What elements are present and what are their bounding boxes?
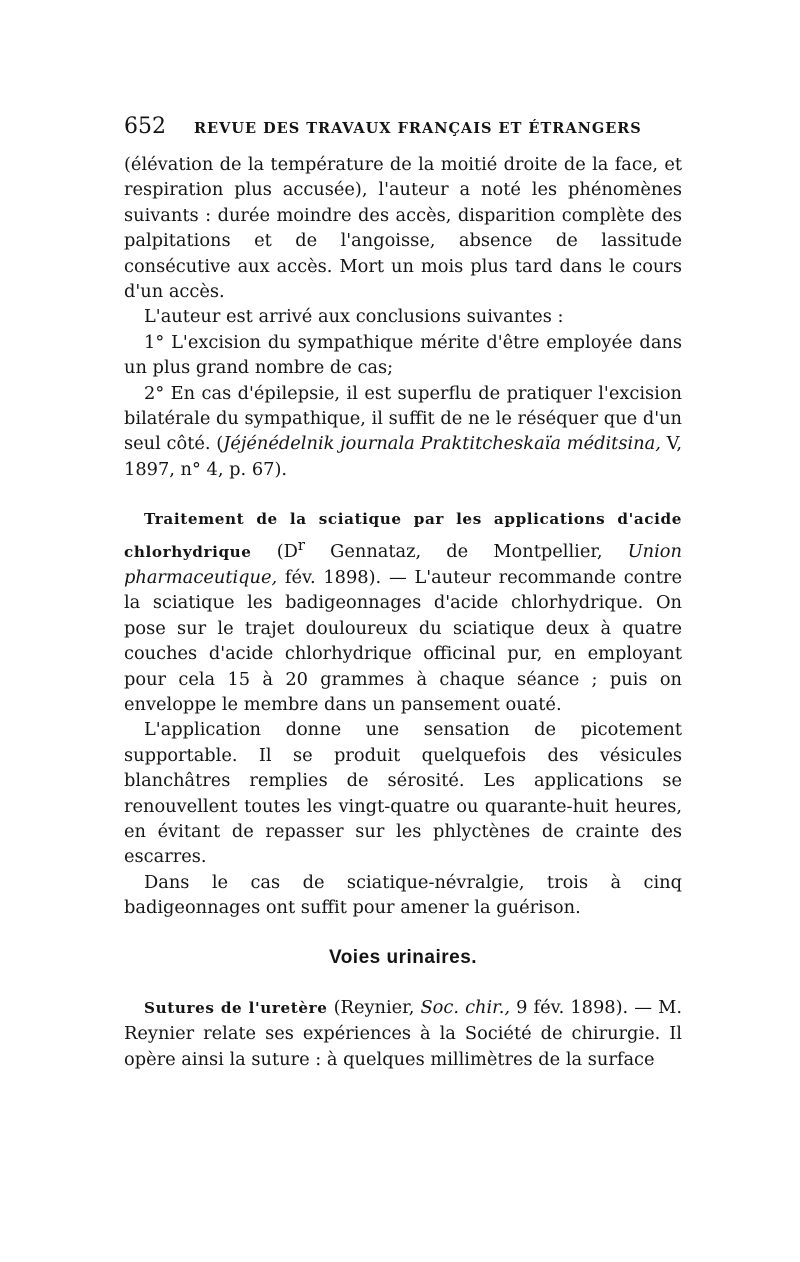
article2-paragraph-2: L'application donne une sensation de picotement supportable. Il se produit quelquefois des vésicules blanchâtres remplies de sérosité. Les applications se renouvellent toutes les vingt-quatre ou quarante-huit heures, en évitant de repasser sur les phlyctènes de crainte des escarres. [124,719,682,868]
article2-title: Traitement de la sciatique par les applications d'acide chlorhydrique [124,510,682,561]
running-head: REVUE DES TRAVAUX FRANÇAIS ET ÉTRANGERS [194,120,642,137]
article2-author-sup: r [297,536,306,554]
page-number: 652 [124,114,166,139]
article1-conclusion-1: 1° L'excision du sympathique mérite d'être employée dans un plus grand nombre de cas; [124,331,682,379]
article3-text: 9 fév. 1898). — M. Reynier relate ses expériences à la Société de chirurgie. Il opère ainsi la suture : à quelques millimètres de la surface [124,996,682,1070]
article2-text: fév. 1898). — L'auteur recommande contre la sciatique les badigeonnages d'acide chlorhydrique. On pose sur le trajet douloureux du sciatique deux à quatre couches d'acide chlorhydrique officinal pur, en employant pour cela 15 à 20 grammes à chaque séance ; puis on enveloppe le membre dans un pansement ouaté. [124,567,682,716]
article3-paragraph-1 [124,995,682,1072]
article1-paragraph-2: L'auteur est arrivé aux conclusions suivantes : [144,306,564,328]
citation-details: V, 1897, n° 4, p. 67). [124,433,683,480]
article1-paragraph-1: (élévation de la température de la moitié droite de la face, et respiration plus accusée), l'auteur a noté les phénomènes suivants : durée moindre des accès, disparition complète des palpitations et de l'angoisse, absence de lassitude consécutive aux accès. Mort un mois plus tard dans le cours d'un accès. [124,154,682,303]
article3-journal: Soc. chir., [420,996,511,1018]
article2-paragraph-1 [124,506,682,717]
article2-author-rest: Gennataz, de Montpellier, [305,540,628,562]
section-heading: Voies urinaires. [328,946,478,968]
conclusion-2-text: 2° En cas d'épilepsie, il est superflu de pratiquer l'excision bilatérale du sympathique, il suffit de ne le réséquer que d'un seul côté. ( [124,382,682,455]
article2-journal: Union pharmaceutique, [124,540,682,589]
section-gap-bottom [124,971,682,995]
article1-conclusion-2 [124,381,682,483]
page-header [124,112,684,146]
citation-journal: Jéjénédelnik journala Praktitcheskaïa méditsina, [223,433,661,455]
article3-title: Sutures de l'uretère [144,998,328,1017]
article-gap [124,482,682,506]
section-gap-top [124,921,682,945]
article3-ref-open: (Reynier, [327,996,421,1018]
body-text [124,152,682,1072]
article2-paragraph-3: Dans le cas de sciatique-névralgie, trois à cinq badigeonnages ont suffit pour amener la guérison. [124,871,682,919]
article2-author-open: (D [251,540,298,562]
